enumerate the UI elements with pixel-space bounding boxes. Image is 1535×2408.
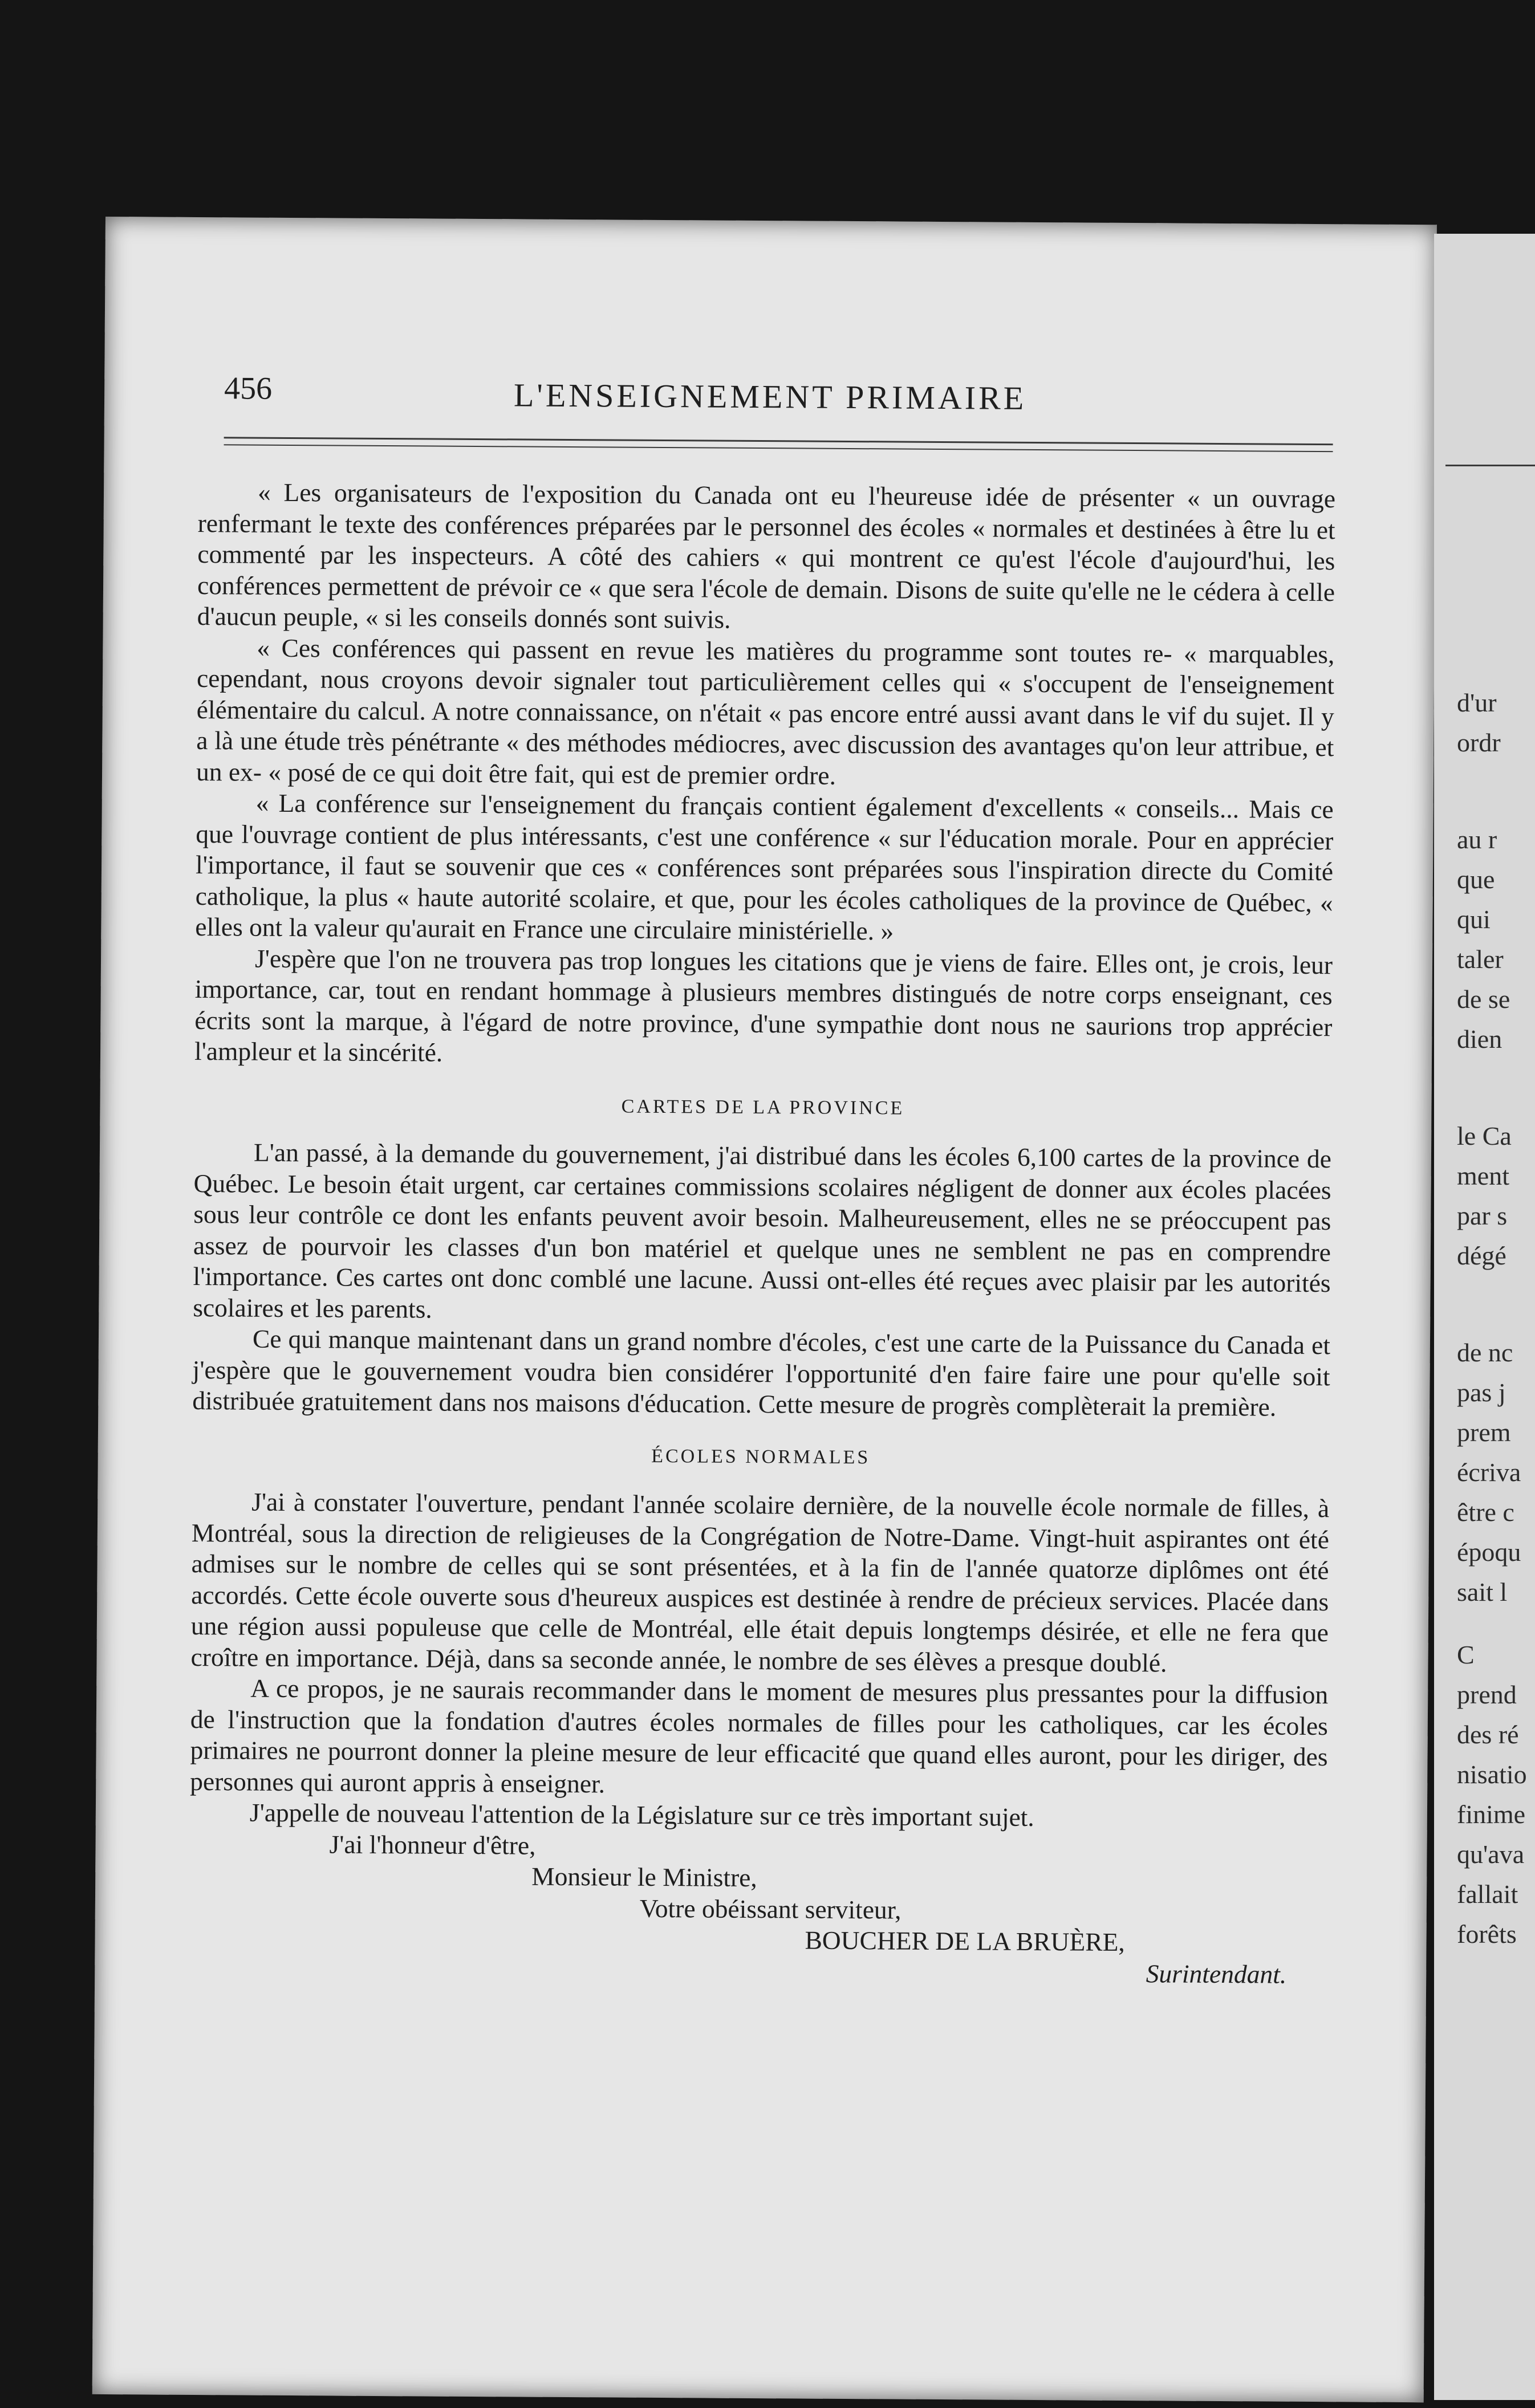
book-page [92,217,1437,2402]
facing-page-fragment: taler [1457,945,1504,974]
facing-page-fragment: prem [1457,1418,1511,1447]
facing-page-fragment: sait l [1457,1577,1508,1606]
closing-line: Votre obéissant serviteur, [639,1893,901,1925]
header-rule-top [224,437,1333,445]
quote-paragraph: « La conférence sur l'enseignement du français contient également d'excellents « conseils... Mais ce que l'ouvrage contient de plus intéressants, c'est une conférence « sur l'éducation morale. Pour en apprécier l'importance, il faut se souvenir que ces « conférences sont préparées sous l'inspiration directe du Comité catholique, la plus « haute autorité scolaire, et que, pour les écoles catholiques de la province de Québec, « elles ont la valeur qu'aurait en France une circulaire ministérielle. » [195,788,1334,946]
body-paragraph: J'ai à constater l'ouverture, pendant l'année scolaire dernière, de la nouvelle école normale de filles, à Montréal, sous la direction de religieuses de la Congrégation de Notre-Dame. Vingt-huit aspirantes ont été admises sur le nombre de celles qui se sont présentées, et à la fin de l'année quatorze diplômes ont été accordés. Cette école ouverte sous d'heureux auspices est destinée à rendre de précieux services. Placée dans une région aussi populeuse que celle de Montréal, elle était depuis longtemps désirée, et elle ne fera que croître en importance. Déjà, dans sa seconde année, le nombre de ses élèves a presque doublé. [190,1487,1330,1677]
closing-line: Monsieur le Ministre, [531,1861,757,1893]
body-paragraph: Ce qui manque maintenant dans un grand nombre d'écoles, c'est une carte de la Puissance du Canada et j'espère que le gouvernement voudra bien considérer l'opportunité d'en faire faire une pour qu'elle soit distribuée gratuitement dans nos maisons d'éducation. Cette mesure de progrès complèterait la première. [192,1324,1331,1422]
facing-page-fragment: de nc [1457,1338,1513,1367]
signature: BOUCHER DE LA BRUÈRE, [805,1925,1125,1956]
closing-line: J'ai l'honneur d'être, [329,1829,536,1860]
signature-title: Surintendant. [1146,1958,1287,1989]
section-heading: ÉCOLES NORMALES [651,1445,871,1468]
facing-page-fragment: par s [1457,1201,1508,1230]
facing-page-fragment: que [1457,865,1495,894]
facing-page-fragment: finime [1457,1800,1526,1829]
facing-page-fragment: époqu [1457,1537,1521,1567]
facing-page-fragment: C [1457,1640,1475,1669]
facing-page-fragment: écriva [1457,1458,1521,1487]
facing-page-fragment: le Ca [1457,1121,1512,1150]
facing-page-fragment: qui [1457,905,1491,934]
facing-page-fragment: nisatio [1457,1760,1527,1789]
page-number: 456 [224,371,273,406]
facing-page-fragment: prend [1457,1680,1517,1709]
facing-page-fragment: dien [1457,1024,1502,1054]
body-text [189,477,1335,1990]
facing-page-fragment: d'ur [1457,688,1497,717]
facing-page-fragment: de se [1457,985,1510,1014]
running-title: L'ENSEIGNEMENT PRIMAIRE [513,376,1027,417]
body-paragraph: J'appelle de nouveau l'attention de la Législature sur ce très important sujet. [249,1797,1034,1832]
facing-page-rule [1445,465,1535,466]
facing-page-fragment: être c [1457,1498,1514,1527]
facing-page-fragment: forêts [1457,1919,1517,1949]
header-rule-bottom [224,444,1333,452]
body-paragraph: A ce propos, je ne saurais recommander dans le moment de mesures plus pressantes pour la diffusion de l'instruction que la fondation d'autres écoles normales de filles pour les catholiques, car les écoles primaires ne pourront donner la pleine mesure de leur efficacité que quand elles auront, pour les diriger, des personnes qui auront appris à enseigner. [190,1673,1329,1798]
facing-page-edge [1434,234,1535,2400]
quote-paragraph: « Ces conférences qui passent en revue les matières du programme sont toutes re- « marquables, cependant, nous croyons devoir signaler tout particulièrement celles qui « s'occupent de l'enseignement élémentaire du calcul. A notre connaissance, on n'était « pas encore entré aussi avant dans le vif du sujet. Il y a là une étude très pénétrante « des méthodes médiocres, avec discussion des avantages qu'on leur attribue, et un ex- « posé de ce qui doit être fait, qui est de premier ordre. [196,633,1335,790]
facing-page-fragment: des ré [1457,1720,1519,1749]
quote-paragraph: « Les organisateurs de l'exposition du Canada ont eu l'heureuse idée de présenter « un ouvrage renfermant le texte des conférences préparées par le personnel des écoles « normales et destinées à être lu et commenté par les inspecteurs. A côté des cahiers « qui montrent ce qu'est l'école d'aujourd'hui, les conférences permettent de prévoir ce « que sera l'école de demain. Disons de suite qu'elle ne le cédera à celle d'aucun peuple, « si les conseils donnés sont suivis. [197,477,1336,634]
facing-page-fragment: dégé [1457,1241,1506,1270]
facing-page-fragment: ment [1457,1161,1509,1190]
facing-page-fragment: pas j [1457,1378,1506,1407]
section-heading: CARTES DE LA PROVINCE [621,1096,905,1119]
body-paragraph: J'espère que l'on ne trouvera pas trop longues les citations que je viens de faire. Elles ont, je crois, leur importance, car, tout en rendant hommage à plusieurs membres distingués de notre corps enseignant, ces écrits sont la marque, à l'égard de notre province, d'une sympathie dont nous ne saurions trop apprécier l'ampleur et la sincérité. [194,943,1333,1067]
facing-page-fragment: ordr [1457,728,1501,757]
facing-page-fragment: fallait [1457,1880,1518,1909]
body-paragraph: L'an passé, à la demande du gouvernement, j'ai distribué dans les écoles 6,100 cartes de la province de Québec. Le besoin était urgent, car certaines commissions scolaires négligent de donner aux écoles placées sous leur contrôle ce dont les enfants peuvent avoir besoin. Malheureusement, elles ne se préoccupent pas assez de pourvoir les classes d'un bon matériel et quelque unes ne semblent ne pas en comprendre l'importance. Ces cartes ont donc comblé une lacune. Aussi ont-elles été reçues avec plaisir par les autorités scolaires et les parents. [193,1137,1332,1324]
facing-page-fragment: qu'ava [1457,1840,1525,1869]
facing-page-fragment: au r [1457,825,1497,854]
